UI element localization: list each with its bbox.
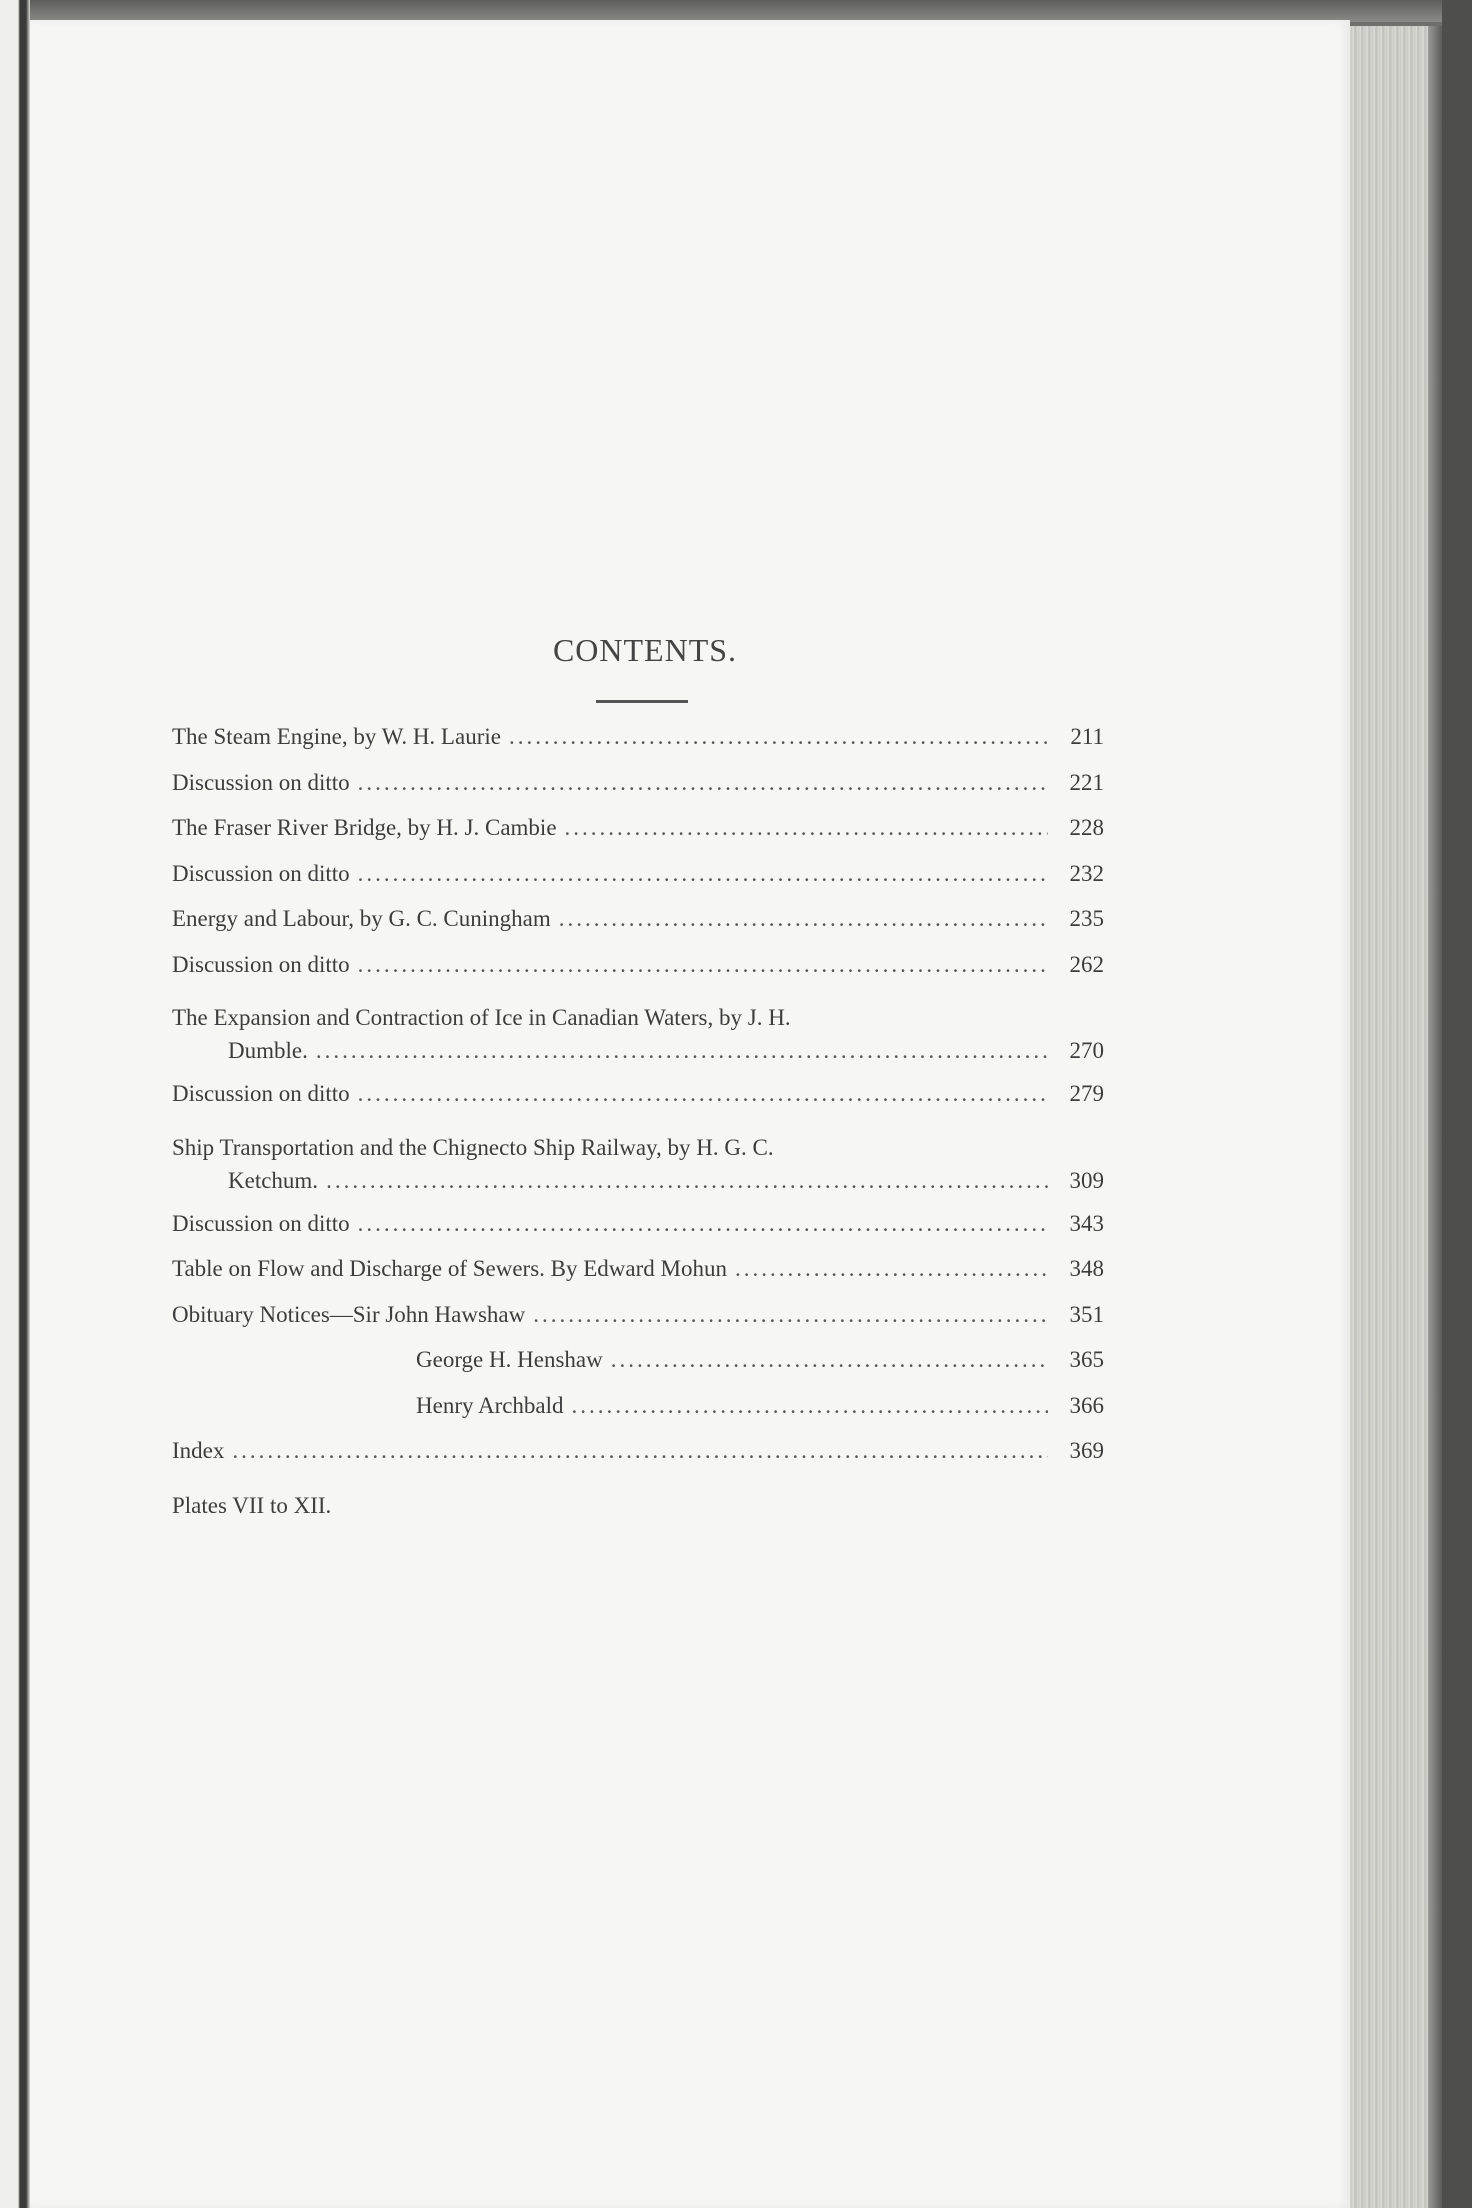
leader-dots bbox=[572, 1393, 1048, 1419]
toc-entry-title: Discussion on ditto bbox=[172, 1081, 350, 1106]
toc-entry bbox=[172, 1081, 1104, 1127]
toc-entry-page: 228 bbox=[1069, 815, 1104, 840]
table-of-contents bbox=[172, 724, 1104, 1528]
leader-dots bbox=[533, 1302, 1048, 1328]
leader-dots bbox=[565, 815, 1048, 841]
toc-entry-title-continued: Dumble. bbox=[228, 1038, 308, 1063]
toc-entry-title: Discussion on ditto bbox=[172, 1210, 350, 1236]
leader-dots bbox=[232, 1438, 1048, 1464]
toc-entry-page: 369 bbox=[1069, 1438, 1104, 1463]
toc-entry-page: 279 bbox=[1069, 1081, 1104, 1106]
leader-dots bbox=[559, 906, 1048, 932]
toc-entry bbox=[172, 997, 1104, 1081]
leader-dots bbox=[316, 1038, 1048, 1064]
toc-entry-title: Obituary Notices—Sir John Hawshaw bbox=[172, 1301, 526, 1327]
toc-entry-title: Discussion on ditto bbox=[172, 951, 350, 977]
leader-dots bbox=[358, 952, 1048, 978]
facing-page-edge bbox=[0, 0, 30, 2208]
toc-entry-title: Energy and Labour, by G. C. Cuningham bbox=[172, 906, 551, 931]
toc-entry-page: 365 bbox=[1069, 1347, 1104, 1372]
toc-entry bbox=[172, 1347, 1104, 1393]
toc-entry bbox=[172, 861, 1104, 907]
toc-entry bbox=[172, 1256, 1104, 1302]
toc-entry-title: Ship Transportation and the Chignecto Ship Railway, by H. G. C. bbox=[172, 1134, 774, 1160]
toc-entry-page: 351 bbox=[1069, 1301, 1104, 1327]
toc-entry bbox=[172, 770, 1104, 816]
leader-dots bbox=[326, 1168, 1048, 1194]
page-stack-edge bbox=[1350, 26, 1442, 2208]
toc-entry-title: Henry Archbald bbox=[416, 1392, 564, 1418]
toc-entry bbox=[172, 1211, 1104, 1257]
leader-dots bbox=[509, 724, 1048, 750]
toc-entry-title: The Fraser River Bridge, by H. J. Cambie bbox=[172, 815, 557, 840]
toc-entry bbox=[172, 815, 1104, 861]
toc-entry-page: 366 bbox=[1069, 1392, 1104, 1418]
toc-entry bbox=[172, 1393, 1104, 1439]
toc-entry-title: Table on Flow and Discharge of Sewers. By Edward Mohun bbox=[172, 1256, 727, 1281]
toc-entry-page: 221 bbox=[1069, 769, 1104, 795]
leader-dots bbox=[358, 861, 1048, 887]
scan-top-edge bbox=[0, 0, 1472, 22]
toc-entry-title: Index bbox=[172, 1438, 225, 1463]
toc-entry-page: 262 bbox=[1069, 951, 1104, 977]
toc-entry-page: 235 bbox=[1069, 906, 1104, 931]
toc-entry-title: Discussion on ditto bbox=[172, 860, 350, 886]
toc-entry-title: The Steam Engine, by W. H. Laurie bbox=[172, 724, 501, 749]
toc-entry bbox=[172, 1438, 1104, 1484]
toc-entry-title: The Expansion and Contraction of Ice in Canadian Waters, by J. H. bbox=[172, 1005, 791, 1030]
toc-entry-title: Discussion on ditto bbox=[172, 769, 350, 795]
toc-entry bbox=[172, 1127, 1104, 1211]
leader-dots bbox=[358, 770, 1048, 796]
page-title: CONTENTS. bbox=[552, 632, 738, 668]
toc-entry-page: 270 bbox=[1069, 1038, 1104, 1063]
toc-entry bbox=[172, 1302, 1104, 1348]
leader-dots bbox=[735, 1256, 1048, 1282]
toc-entry bbox=[172, 906, 1104, 952]
leader-dots bbox=[611, 1347, 1048, 1373]
toc-entry-title-continued: Ketchum. bbox=[228, 1167, 319, 1193]
title-rule bbox=[596, 700, 688, 703]
toc-entry-page: 309 bbox=[1069, 1167, 1104, 1193]
toc-entry bbox=[172, 724, 1104, 770]
toc-entry-page: 343 bbox=[1069, 1210, 1104, 1236]
toc-entry bbox=[172, 952, 1104, 998]
leader-dots bbox=[358, 1211, 1048, 1237]
toc-entry-page: 232 bbox=[1069, 860, 1104, 886]
toc-entry-title: George H. Henshaw bbox=[416, 1347, 603, 1372]
toc-entry-page: 211 bbox=[1070, 724, 1104, 749]
plates-note: Plates VII to XII. bbox=[172, 1492, 332, 1518]
scan-background bbox=[1442, 0, 1472, 2208]
leader-dots bbox=[358, 1081, 1048, 1107]
toc-entry-page: 348 bbox=[1069, 1256, 1104, 1281]
